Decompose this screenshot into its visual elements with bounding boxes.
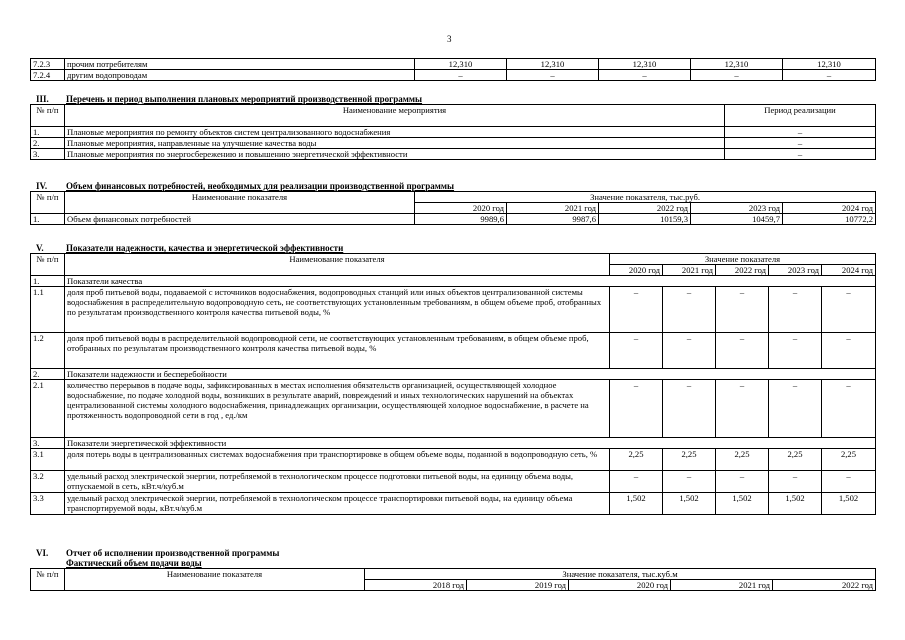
row-value: 9987,6 [507, 214, 599, 225]
header-value: Значение показателя [610, 254, 876, 265]
row-number: 2.1 [31, 380, 65, 438]
row-value: – [599, 70, 691, 81]
year-header: 2022 год [716, 265, 769, 276]
row-name: доля проб питьевой воды в распределительной водопроводной сети, не соответствующих установленным требованиям, в общем объеме проб, отобранных по результатам производственного контроля качества питьевой воды, % [65, 333, 610, 369]
row-value: – [663, 333, 716, 369]
row-number: 3. [31, 438, 65, 449]
table-row [31, 449, 876, 471]
table-row [31, 59, 876, 70]
row-value: 12,310 [599, 59, 691, 70]
table-row [31, 471, 876, 493]
row-value: – [716, 380, 769, 438]
row-value: – [783, 70, 876, 81]
row-name: удельный расход электрической энергии, потребляемой в технологическом процессе транспортировки питьевой воды, на единицу объема транспортируемой воды, кВт.ч/куб.м [65, 493, 610, 515]
group-name: Показатели энергетической эффективности [65, 438, 876, 449]
row-value: 1,502 [663, 493, 716, 515]
row-number: 3. [31, 149, 65, 160]
table-row [31, 70, 876, 81]
year-header: 2024 год [783, 203, 876, 214]
row-value: 2,25 [716, 449, 769, 471]
row-value: 1,502 [822, 493, 876, 515]
top-table [30, 58, 876, 81]
row-number: 3.1 [31, 449, 65, 471]
row-number: 3.3 [31, 493, 65, 515]
row-value: – [691, 70, 783, 81]
table-row [31, 333, 876, 369]
row-value: – [663, 380, 716, 438]
group-row [31, 276, 876, 287]
row-value: – [507, 70, 599, 81]
year-header: 2024 год [822, 265, 876, 276]
row-number: 2. [31, 369, 65, 380]
row-number: 7.2.4 [31, 70, 65, 81]
row-value: 2,25 [663, 449, 716, 471]
row-name: Объем финансовых потребностей [65, 214, 415, 225]
row-value: – [610, 380, 663, 438]
row-value: – [610, 287, 663, 333]
section-6-table [30, 568, 876, 591]
year-header: 2020 год [415, 203, 507, 214]
row-value: 12,310 [507, 59, 599, 70]
page-number: 3 [447, 34, 452, 44]
group-name: Показатели надежности и бесперебойности [65, 369, 876, 380]
table-row [31, 380, 876, 438]
section-4-table [30, 191, 876, 225]
row-number: 2. [31, 138, 65, 149]
row-value: 12,310 [691, 59, 783, 70]
row-period: – [725, 138, 876, 149]
row-name: количество перерывов в подаче воды, зафиксированных в местах исполнения обязательств организацией, осуществляющей холодное водоснабжение, по подаче холодной воды, возникших в результате аварий, повреждений и иных технологических нарушений на объектах централизованной системы холодного водоснабжения, принадлежащих организации, осуществляющей холодное водоснабжение, в расчете на протяженность водопроводной сети в год , ед./км [65, 380, 610, 438]
row-number: 1.2 [31, 333, 65, 369]
section-5-title: V. Показатели надежности, качества и энергетической эффективности [36, 243, 344, 253]
section-4-title: IV. Объем финансовых потребностей, необходимых для реализации производственной программы [36, 181, 455, 191]
row-value: – [769, 380, 822, 438]
year-header: 2022 год [773, 580, 876, 591]
header-name: Наименование мероприятия [65, 105, 725, 127]
header-num: № п/п [31, 105, 65, 127]
header-value: Значение показателя, тыс.куб.м [365, 569, 876, 580]
section-6-subtitle: Фактический объем подачи воды [66, 558, 202, 568]
year-header: 2022 год [599, 203, 691, 214]
row-value: 2,25 [822, 449, 876, 471]
year-header: 2023 год [691, 203, 783, 214]
row-value: – [663, 471, 716, 493]
header-num: № п/п [31, 254, 65, 276]
row-number: 3.2 [31, 471, 65, 493]
row-value: 2,25 [769, 449, 822, 471]
group-row [31, 438, 876, 449]
header-num: № п/п [31, 569, 65, 591]
row-number: 1. [31, 127, 65, 138]
group-name: Показатели качества [65, 276, 876, 287]
header-name: Наименование показателя [65, 254, 610, 276]
row-number: 7.2.3 [31, 59, 65, 70]
row-value: – [822, 380, 876, 438]
row-value: – [822, 333, 876, 369]
header-period: Период реализации [725, 105, 876, 127]
header-num: № п/п [31, 192, 65, 214]
row-name: прочим потребителям [65, 59, 415, 70]
row-value: 1,502 [716, 493, 769, 515]
year-header: 2021 год [671, 580, 773, 591]
year-header: 2020 год [569, 580, 671, 591]
row-value: 10772,2 [783, 214, 876, 225]
year-header: 2020 год [610, 265, 663, 276]
row-value: – [716, 333, 769, 369]
row-name: доля потерь воды в централизованных системах водоснабжения при транспортировке в общем объеме воды, поданной в водопроводную сеть, % [65, 449, 610, 471]
row-value: 9989,6 [415, 214, 507, 225]
row-number: 1.1 [31, 287, 65, 333]
row-value: 1,502 [769, 493, 822, 515]
row-period: – [725, 149, 876, 160]
header-value: Значение показателя, тыс.руб. [415, 192, 876, 203]
section-5-table [30, 253, 876, 515]
row-name: доля проб питьевой воды, подаваемой с источников водоснабжения, водопроводных станций или иных объектов централизованной системы водоснабжения в распределительную водопроводную сеть, не соответствующих установленным требованиям, в общем объеме проб, отобранных по результатам производственного контроля качества питьевой воды, % [65, 287, 610, 333]
section-6-title: VI. Отчет об исполнении производственной программы [36, 548, 280, 558]
table-row [31, 287, 876, 333]
row-value: – [769, 287, 822, 333]
row-value: – [822, 287, 876, 333]
row-value: – [663, 287, 716, 333]
year-header: 2018 год [365, 580, 467, 591]
row-name: Плановые мероприятия по энергосбережению и повышению энергетической эффективности [65, 149, 725, 160]
year-header: 2019 год [467, 580, 569, 591]
section-3-title: III. Перечень и период выполнения плановых мероприятий производственной программы [36, 94, 423, 104]
year-header: 2023 год [769, 265, 822, 276]
group-row [31, 369, 876, 380]
row-value: 12,310 [415, 59, 507, 70]
row-name: удельный расход электрической энергии, потребляемой в технологическом процессе подготовки питьевой воды, на единицу объема воды, отпускаемой в сеть, кВт.ч/куб.м [65, 471, 610, 493]
row-value: 1,502 [610, 493, 663, 515]
table-row [31, 127, 876, 138]
header-name: Наименование показателя [65, 569, 365, 591]
row-value: – [822, 471, 876, 493]
year-header: 2021 год [507, 203, 599, 214]
row-period: – [725, 127, 876, 138]
row-name: Плановые мероприятия по ремонту объектов систем централизованного водоснабжения [65, 127, 725, 138]
row-number: 1. [31, 214, 65, 225]
row-value: 10459,7 [691, 214, 783, 225]
row-value: – [716, 287, 769, 333]
row-value: – [769, 471, 822, 493]
row-value: – [716, 471, 769, 493]
table-row [31, 149, 876, 160]
row-value: – [610, 471, 663, 493]
row-value: 2,25 [610, 449, 663, 471]
row-value: 12,310 [783, 59, 876, 70]
row-number: 1. [31, 276, 65, 287]
table-row [31, 493, 876, 515]
table-row [31, 214, 876, 225]
row-value: 10159,3 [599, 214, 691, 225]
row-name: другим водопроводам [65, 70, 415, 81]
row-name: Плановые мероприятия, направленные на улучшение качества воды [65, 138, 725, 149]
header-name: Наименование показателя [65, 192, 415, 214]
section-3-table [30, 104, 876, 160]
row-value: – [769, 333, 822, 369]
row-value: – [415, 70, 507, 81]
table-row [31, 138, 876, 149]
year-header: 2021 год [663, 265, 716, 276]
row-value: – [610, 333, 663, 369]
